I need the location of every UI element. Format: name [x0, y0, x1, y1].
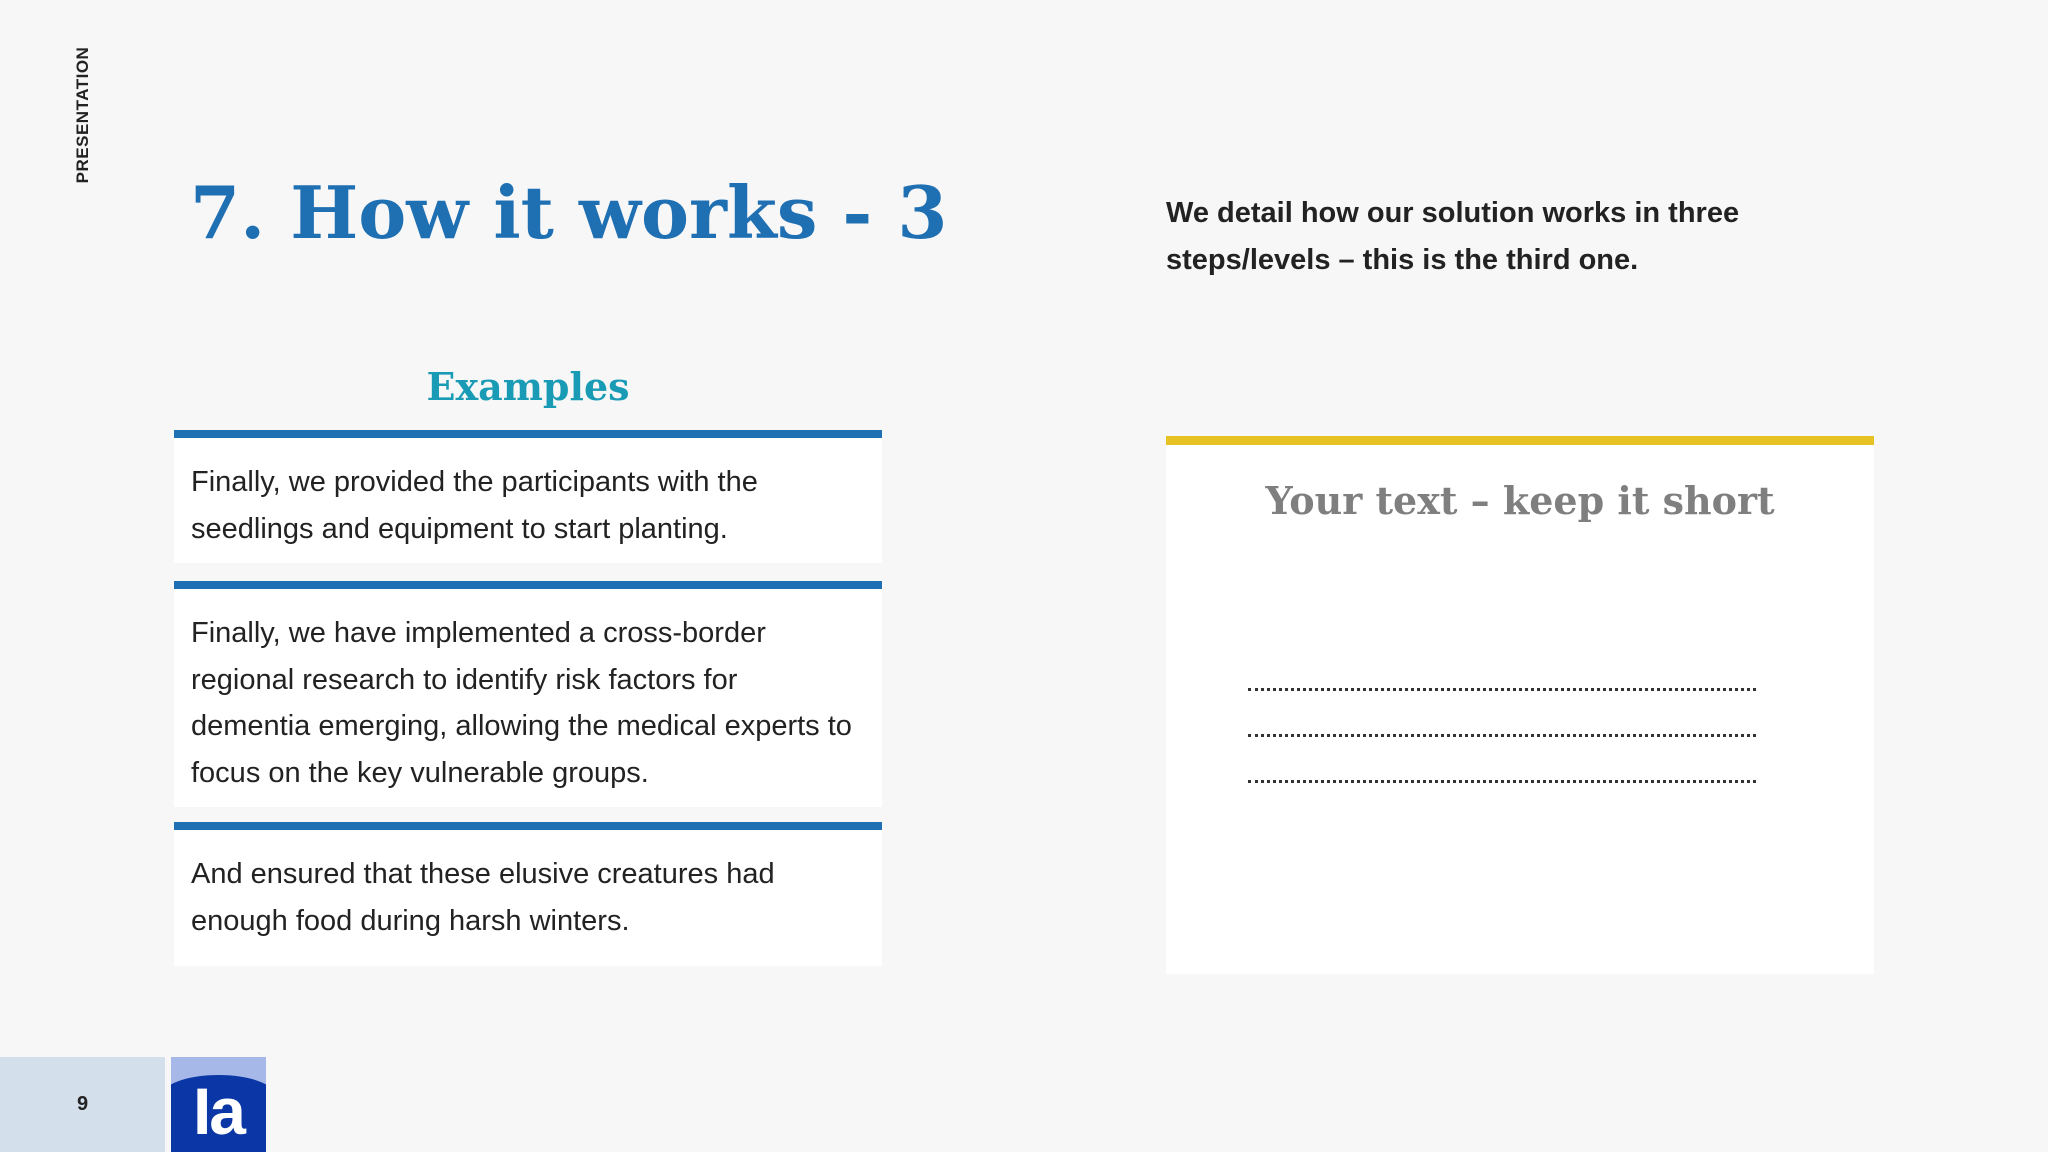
example-card-text: Finally, we provided the participants with the seedlings and equipment to start planting. — [191, 466, 758, 545]
dotted-lines — [1248, 645, 1756, 783]
example-card-3 — [174, 822, 882, 966]
page-title: 7. How it works - 3 — [190, 170, 948, 255]
example-card-text: And ensured that these elusive creatures had enough food during harsh winters. — [191, 858, 775, 937]
dotted-line — [1248, 691, 1756, 737]
examples-heading: Examples — [426, 364, 630, 409]
logo-text: Ia — [192, 1074, 245, 1148]
example-card-1 — [174, 430, 882, 563]
example-card-text: Finally, we have implemented a cross-border regional research to identify risk factors for dementia emerging, allowing the medical experts to focus on the key vulnerable groups. — [191, 617, 852, 789]
dotted-line — [1248, 737, 1756, 783]
text-box — [1166, 436, 1874, 974]
text-box-heading: Your text – keep it short — [1265, 478, 1775, 523]
example-card-2 — [174, 581, 882, 807]
logo — [171, 1057, 266, 1152]
page-number: 9 — [76, 1093, 89, 1115]
side-label: PRESENTATION — [73, 46, 92, 184]
page-number-box — [0, 1057, 165, 1152]
dotted-line — [1248, 645, 1756, 691]
intro-text: We detail how our solution works in three steps/levels – this is the third one. — [1166, 197, 1740, 276]
